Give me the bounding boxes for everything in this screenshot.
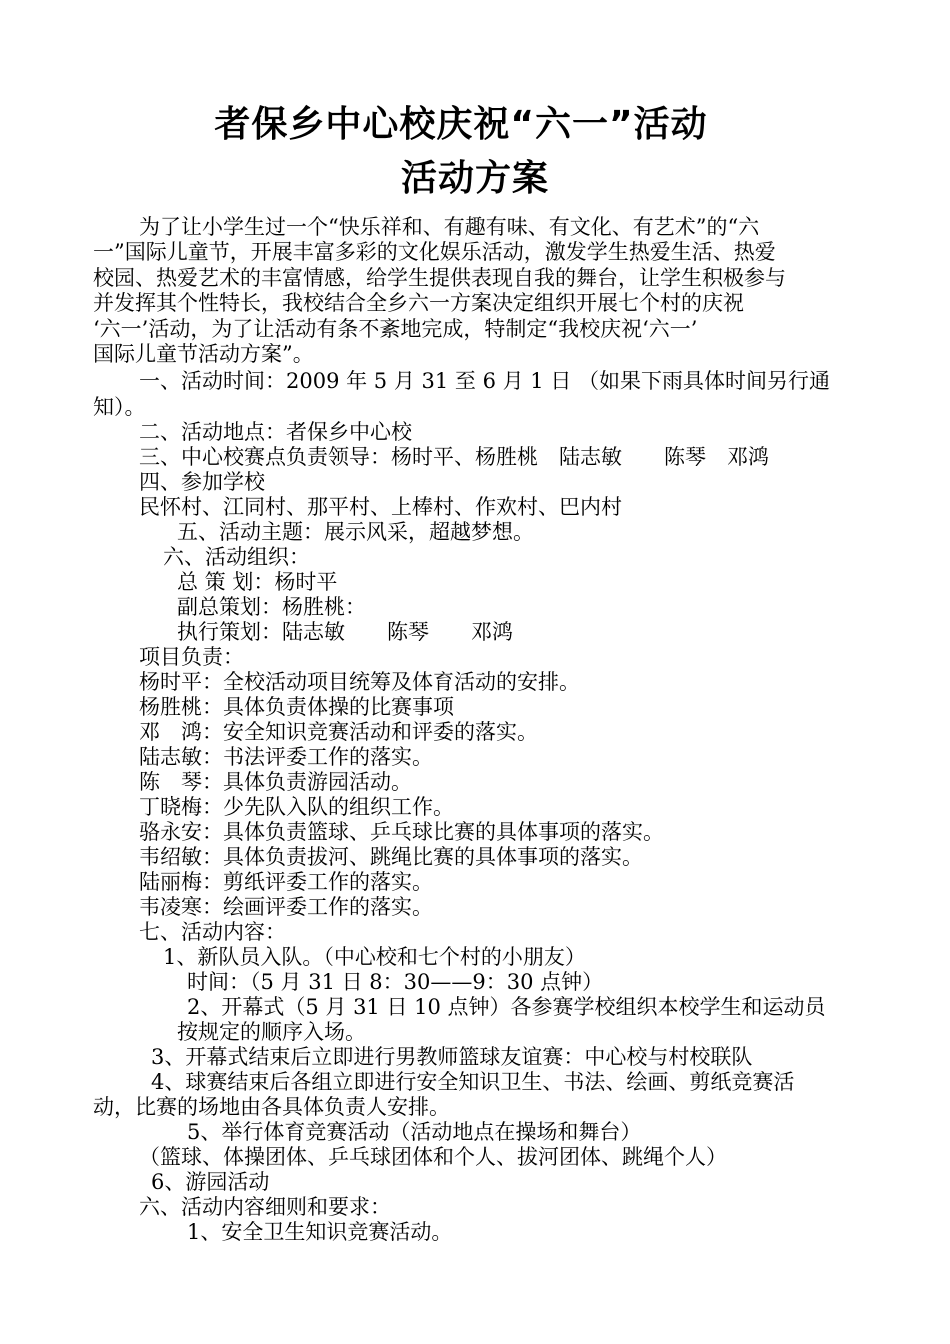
responsibility-item: 丁晓梅：少先队入队的组织工作。 (139, 795, 454, 819)
responsibility-item: 韦凌寒：绘画评委工作的落实。 (139, 895, 433, 919)
organization-chief: 总 策 划：杨时平 (177, 570, 338, 594)
intro-line-3: 校园、热爱艺术的丰富情感，给学生提供表现自我的舞台，让学生积极参与 (93, 266, 786, 290)
intro-line-4: 并发挥其个性特长，我校结合全乡六一方案决定组织开展七个村的庆祝 (93, 291, 744, 315)
schools-heading: 四、参加学校 (139, 470, 265, 494)
responsibilities-heading: 项目负责： (139, 645, 244, 669)
schools-list: 民怀村、江同村、那平村、上棒村、作欢村、巴内村 (139, 495, 622, 519)
content-item-2-line-2: 按规定的顺序入场。 (177, 1020, 366, 1044)
responsibility-item: 韦绍敏：具体负责拔河、跳绳比赛的具体事项的落实。 (139, 845, 643, 869)
content-item-6: 6、游园活动 (151, 1170, 270, 1194)
details-item-1: 1、安全卫生知识竞赛活动。 (187, 1220, 453, 1244)
content-item-4-line-2: 动，比赛的场地由各具体负责人安排。 (93, 1095, 450, 1119)
activity-time-line-1: 一、活动时间：2009 年 5 月 31 至 6 月 1 日 （如果下雨具体时间另行通 (139, 369, 830, 393)
intro-line-1: 为了让小学生过一个“快乐祥和、有趣有味、有文化、有艺术”的“六 (139, 215, 760, 239)
organization-executive: 执行策划：陆志敏 陈琴 邓鸿 (177, 620, 513, 644)
responsibility-item: 陈 琴：具体负责游园活动。 (139, 770, 412, 794)
details-heading: 六、活动内容细则和要求： (139, 1195, 391, 1219)
organization-heading: 六、活动组织： (163, 545, 310, 569)
content-item-2-line-1: 2、开幕式（5 月 31 日 10 点钟）各参赛学校组织本校学生和运动员 (187, 995, 826, 1019)
activity-leaders: 三、中心校赛点负责领导：杨时平、杨胜桃 陆志敏 陈琴 邓鸿 (139, 445, 769, 469)
responsibility-item: 陆丽梅：剪纸评委工作的落实。 (139, 870, 433, 894)
activity-location: 二、活动地点：者保乡中心校 (139, 420, 412, 444)
intro-line-6: 国际儿童节活动方案”。 (93, 342, 314, 366)
document-title-line-1: 者保乡中心校庆祝“六一”活动 (214, 104, 708, 145)
responsibility-item: 杨胜桃：具体负责体操的比赛事项 (139, 695, 454, 719)
content-item-4-line-1: 4、球赛结束后各组立即进行安全知识卫生、书法、绘画、剪纸竞赛活 (151, 1070, 795, 1094)
content-item-3: 3、开幕式结束后立即进行男教师篮球友谊赛：中心校与村校联队 (151, 1045, 753, 1069)
document-title-line-2: 活动方案 (400, 158, 549, 199)
responsibility-item: 骆永安：具体负责篮球、乒乓球比赛的具体事项的落实。 (139, 820, 664, 844)
organization-deputy: 副总策划：杨胜桃： (177, 595, 366, 619)
intro-line-2: 一”国际儿童节，开展丰富多彩的文化娱乐活动，激发学生热爱生活、热爱 (93, 240, 776, 264)
responsibility-item: 杨时平：全校活动项目统筹及体育活动的安排。 (139, 670, 580, 694)
responsibility-item: 邓 鸿：安全知识竞赛活动和评委的落实。 (139, 720, 538, 744)
content-item-1-time: 时间：（5 月 31 日 8：30——9：30 点钟） (187, 970, 604, 994)
content-item-5-line-2: （篮球、体操团体、乒乓球团体和个人、拔河团体、跳绳个人） (139, 1145, 727, 1169)
content-heading: 七、活动内容： (139, 920, 286, 944)
activity-theme: 五、活动主题：展示风采，超越梦想。 (177, 520, 534, 544)
responsibility-item: 陆志敏：书法评委工作的落实。 (139, 745, 433, 769)
activity-time-line-2: 知）。 (93, 395, 146, 419)
intro-line-5: ‘六一’活动，为了让活动有条不紊地完成，特制定“我校庆祝‘六一’ (93, 317, 698, 341)
content-item-1: 1、新队员入队。（中心校和七个村的小朋友） (163, 945, 586, 969)
content-item-5-line-1: 5、举行体育竞赛活动（活动地点在操场和舞台） (187, 1120, 642, 1144)
